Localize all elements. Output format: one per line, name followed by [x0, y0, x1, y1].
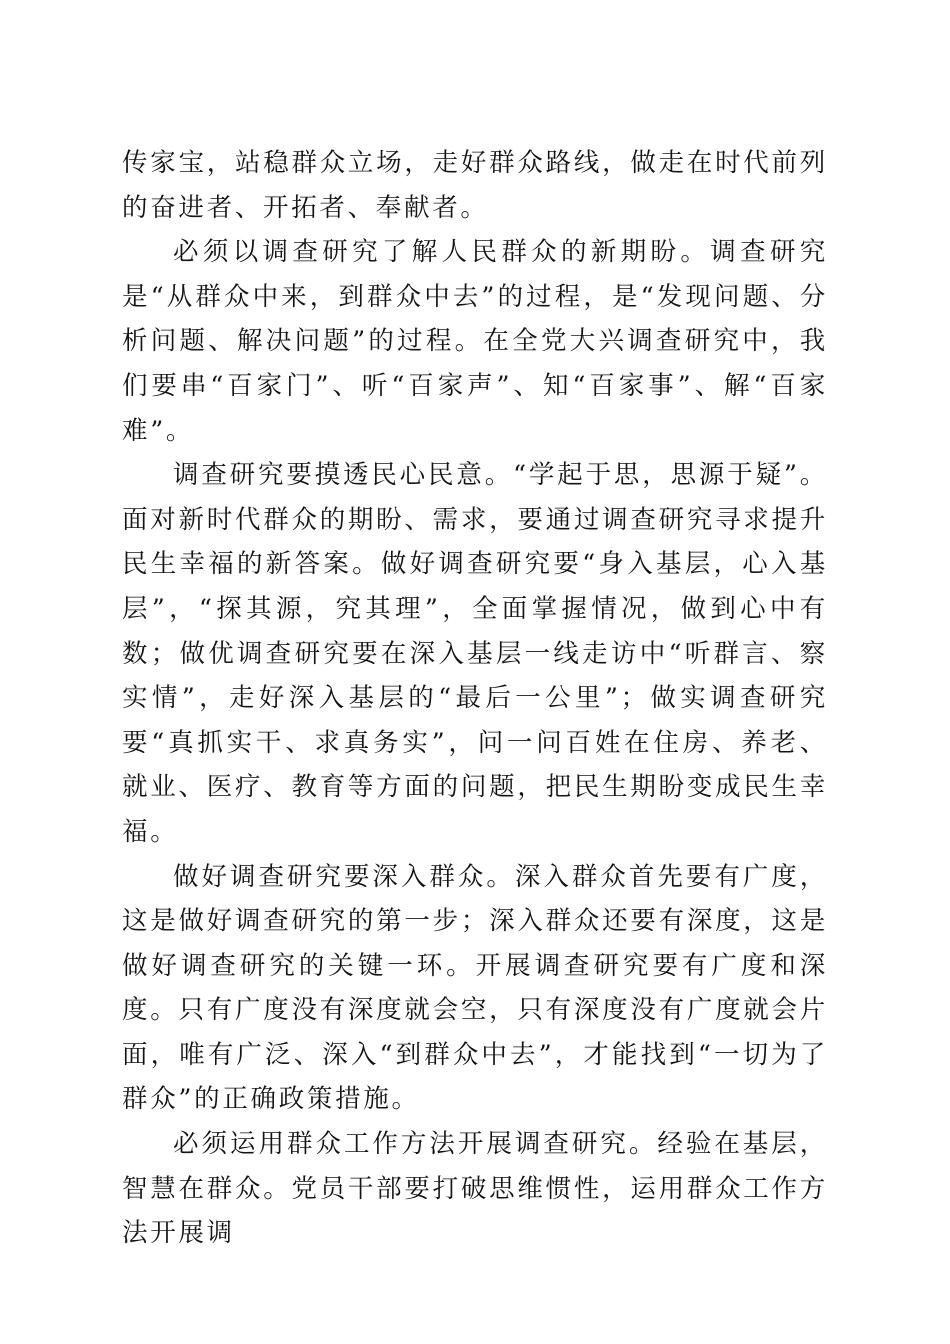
- paragraph-go-deep-among-masses: 做好调查研究要深入群众。深入群众首先要有广度，这是做好调查研究的第一步；深入群众还要有深度，这是做好调查研究的关键一环。开展调查研究要有广度和深度。只有广度没有深度就会空，只有深度没有广度就会片面，唯有广泛、深入“到群众中去”，才能找到“一切为了群众”的正确政策措施。: [122, 861, 828, 1115]
- paragraph-survey-new-expectations: 必须以调查研究了解人民群众的新期盼。调查研究是“从群众中来，到群众中去”的过程，是“发现问题、分析问题、解决问题”的过程。在全党大兴调查研究中，我们要串“百家门”、听“百家声”、知“百家事”、解“百家难”。: [122, 237, 828, 446]
- document-body: [122, 141, 828, 1256]
- paragraph-understand-public-sentiment: 调查研究要摸透民心民意。“学起于思，思源于疑”。面对新时代群众的期盼、需求，要通过调查研究寻求提升民生幸福的新答案。做好调查研究要“身入基层，心入基层”，“探其源，究其理”，全面掌握情况，做到心中有数；做优调查研究要在深入基层一线走访中“听群言、察实情”，走好深入基层的“最后一公里”；做实调查研究要“真抓实干、求真务实”，问一问百姓在住房、养老、就业、医疗、教育等方面的问题，把民生期盼变成民生幸福。: [122, 460, 828, 847]
- paragraph-mass-work-methods: 必须运用群众工作方法开展调查研究。经验在基层，智慧在群众。党员干部要打破思维惯性，运用群众工作方法开展调: [122, 1129, 828, 1249]
- paragraph-continuation: 传家宝，站稳群众立场，走好群众路线，做走在时代前列的奋进者、开拓者、奉献者。: [122, 148, 828, 223]
